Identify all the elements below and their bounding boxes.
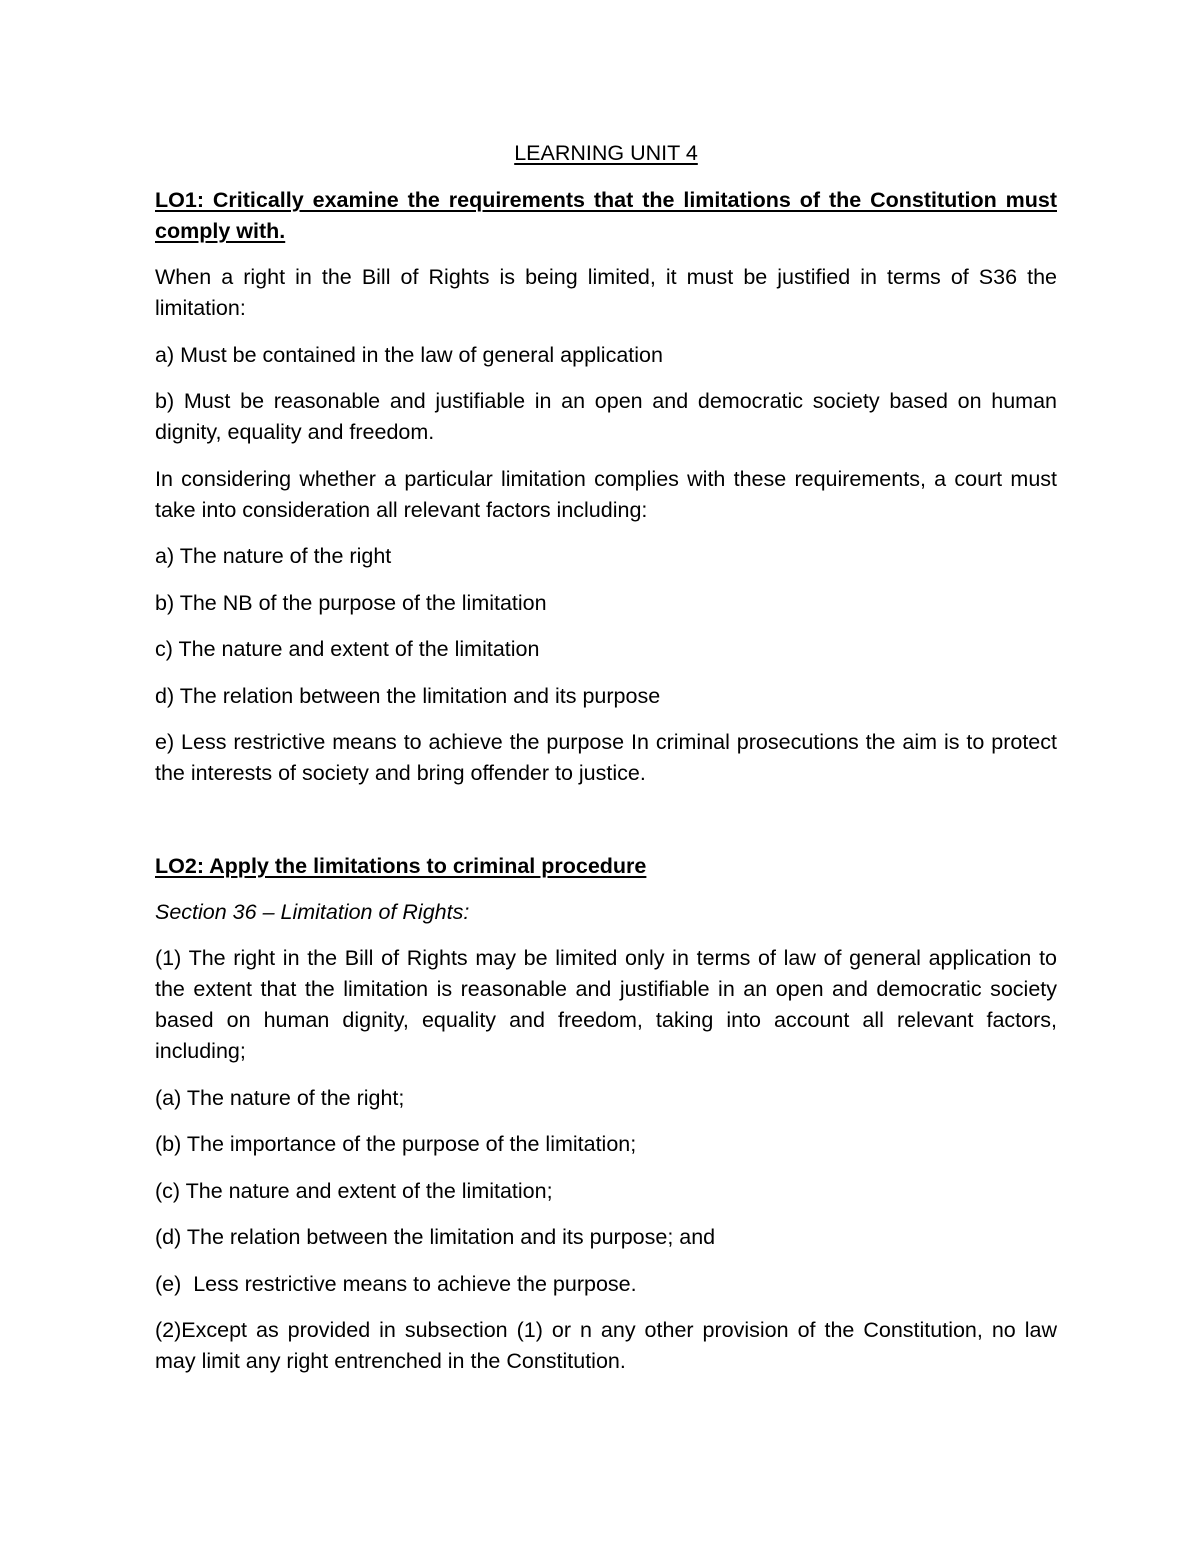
lo1-factor-b: b) The NB of the purpose of the limitation	[155, 590, 547, 615]
lo1-requirement-b: b) Must be reasonable and justifiable in an open and democratic society based on human dignity, equality and freedom.	[155, 389, 1057, 444]
document-page	[155, 138, 1057, 1393]
section-spacer	[155, 805, 1057, 851]
lo2-heading: LO2: Apply the limitations to criminal procedure	[155, 853, 647, 878]
lo1-factor-e: e) Less restrictive means to achieve the purpose In criminal prosecutions the aim is to protect the interests of society and bring offender to justice.	[155, 730, 1057, 785]
lo1-factor-c: c) The nature and extent of the limitation	[155, 637, 540, 661]
lo2-factor-e: (e) Less restrictive means to achieve the purpose.	[155, 1271, 637, 1296]
lo1-intro: When a right in the Bill of Rights is being limited, it must be justified in terms of S36 the limitation:	[155, 265, 1057, 320]
lo1-factor-d: d) The relation between the limitation and its purpose	[155, 683, 661, 708]
document-title: LEARNING UNIT 4	[514, 141, 698, 165]
lo2-factor-a: (a) The nature of the right;	[155, 1085, 405, 1110]
lo1-requirement-a: a) Must be contained in the law of general application	[155, 342, 663, 367]
lo2-factor-b: (b) The importance of the purpose of the limitation;	[155, 1132, 637, 1156]
lo2-subsection-1: (1) The right in the Bill of Rights may be limited only in terms of law of general application to the extent that the limitation is reasonable and justifiable in an open and democratic society based on human dignity, equality and freedom, taking into account all relevant factors, including;	[155, 946, 1057, 1063]
lo2-factor-d: (d) The relation between the limitation and its purpose; and	[155, 1225, 716, 1249]
lo1-factors-intro: In considering whether a particular limitation complies with these requirements, a court must take into consideration all relevant factors including:	[155, 466, 1057, 522]
lo1-factor-a: a) The nature of the right	[155, 544, 392, 568]
lo1-heading: LO1: Critically examine the requirements that the limitations of the Constitution must comply with.	[155, 188, 1057, 243]
lo2-section-title: Section 36 – Limitation of Rights:	[155, 899, 470, 924]
lo2-factor-c: (c) The nature and extent of the limitation;	[155, 1178, 553, 1203]
lo2-subsection-2: (2)Except as provided in subsection (1) or n any other provision of the Constitution, no law may limit any right entrenched in the Constitution.	[155, 1318, 1057, 1373]
